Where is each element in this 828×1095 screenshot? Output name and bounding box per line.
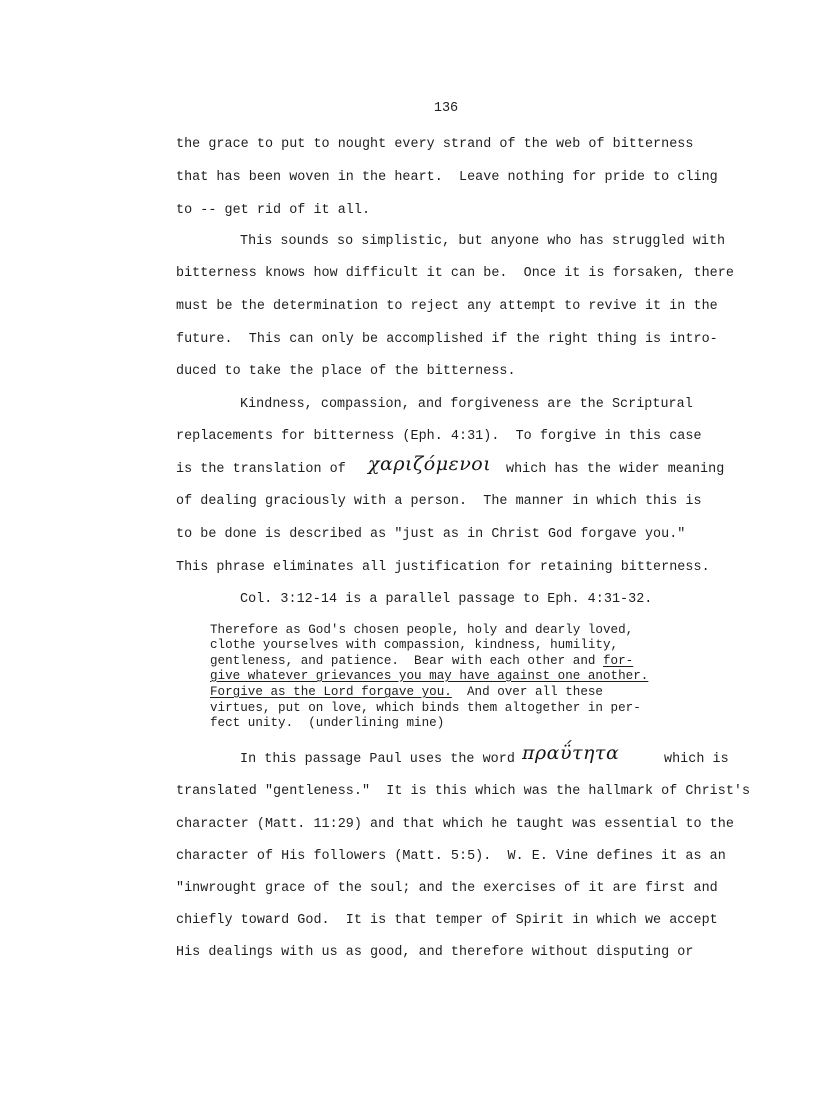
paragraph-2-line-1: This sounds so simplistic, but anyone who has struggled with: [240, 234, 726, 249]
paragraph-3-line-3-start: is the translation of: [176, 462, 346, 477]
paragraph-5-line-6: chiefly toward God. It is that temper of Spirit in which we accept: [176, 913, 718, 928]
handwritten-greek-word-2: πραΰτητα: [522, 742, 620, 764]
quote-line-6: virtues, put on love, which binds them altogether in per-: [210, 701, 641, 715]
paragraph-5-line-3: character (Matt. 11:29) and that which he taught was essential to the: [176, 817, 734, 832]
paragraph-2-line-2: bitterness knows how difficult it can be. Once it is forsaken, there: [176, 266, 734, 281]
quote-line-7: fect unity. (underlining mine): [210, 716, 445, 730]
paragraph-5-line-1-start: In this passage Paul uses the word: [240, 752, 515, 767]
paragraph-5-line-2: translated "gentleness." It is this which was the hallmark of Christ's: [176, 784, 751, 799]
paragraph-2-line-3: must be the determination to reject any attempt to revive it in the: [176, 299, 718, 314]
quote-line-3-underlined: for-: [603, 654, 634, 668]
paragraph-4-line-1: Col. 3:12-14 is a parallel passage to Eph. 4:31-32.: [240, 592, 653, 607]
paragraph-3-line-6: This phrase eliminates all justification for retaining bitterness.: [176, 560, 710, 575]
paragraph-1-line-1: the grace to put to nought every strand of the web of bitterness: [176, 137, 694, 152]
handwritten-greek-word: χαριζόμενοι: [368, 453, 492, 475]
quote-line-1: Therefore as God's chosen people, holy and dearly loved,: [210, 623, 634, 637]
quote-line-5-plain: And over all these: [451, 685, 603, 699]
paragraph-5-line-4: character of His followers (Matt. 5:5). W. E. Vine defines it as an: [176, 849, 726, 864]
quote-line-3: [210, 654, 633, 669]
paragraph-2-line-5: duced to take the place of the bitterness.: [176, 364, 516, 379]
quote-line-4-underlined: give whatever grievances you may have against one another.: [210, 669, 649, 683]
paragraph-3-line-4: of dealing graciously with a person. The manner in which this is: [176, 494, 702, 509]
quote-line-2: clothe yourselves with compassion, kindness, humility,: [210, 638, 619, 652]
paragraph-5-line-1-end: which is: [664, 752, 729, 767]
paragraph-3-line-2: replacements for bitterness (Eph. 4:31). To forgive in this case: [176, 429, 702, 444]
quote-line-3-plain: gentleness, and patience. Bear with each other and: [210, 654, 603, 668]
paragraph-3-line-5: to be done is described as "just as in Christ God forgave you.": [176, 527, 686, 542]
page-number: 136: [433, 101, 459, 116]
paragraph-2-line-4: future. This can only be accomplished if the right thing is intro-: [176, 332, 718, 347]
paragraph-3-line-1: Kindness, compassion, and forgiveness are the Scriptural: [240, 397, 693, 412]
quote-line-5: [210, 685, 603, 700]
paragraph-3-line-3-end: which has the wider meaning: [506, 462, 725, 477]
paragraph-1-line-2: that has been woven in the heart. Leave nothing for pride to cling: [176, 170, 718, 185]
quote-line-5-underlined: Forgive as the Lord forgave you.: [210, 685, 452, 699]
paragraph-5-line-5: "inwrought grace of the soul; and the exercises of it are first and: [176, 881, 718, 896]
paragraph-1-line-3: to -- get rid of it all.: [176, 203, 371, 218]
paragraph-5-line-7: His dealings with us as good, and therefore without disputing or: [176, 945, 694, 960]
